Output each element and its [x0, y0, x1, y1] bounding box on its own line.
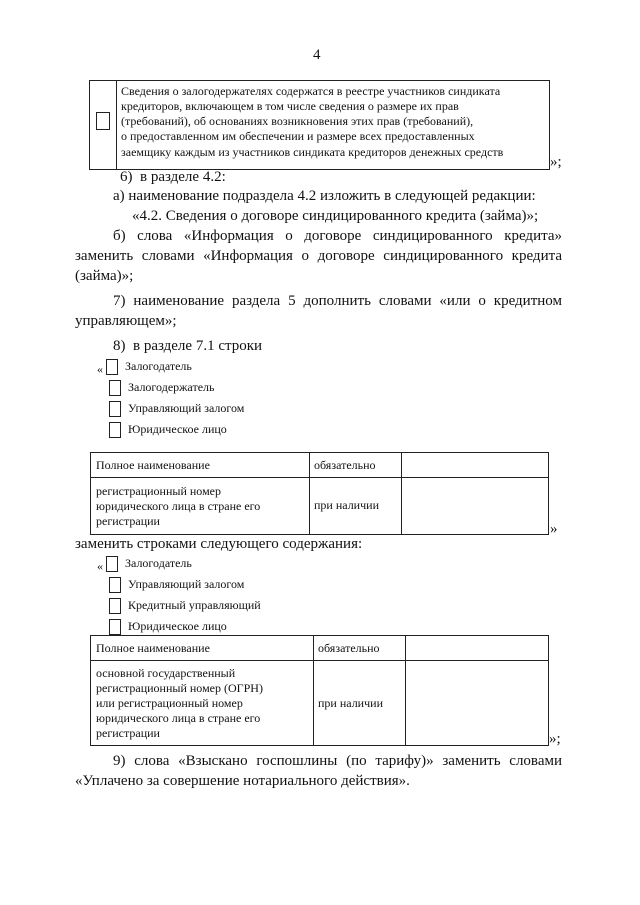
table-cell: основной государственный регистрационный номер (ОГРН) или регистрационный номер юридического лица в стране его регистрации	[96, 666, 263, 740]
item-6a: а) наименование подраздела 4.2 изложить в следующей редакции:	[113, 188, 536, 204]
top-box-line: о предоставленном им обеспечении и размере всех предоставленных	[121, 129, 475, 143]
open-quote: «	[97, 559, 103, 573]
table-cell: при наличии	[314, 498, 379, 512]
page-number: 4	[313, 47, 321, 63]
table-cell: регистрационный номер юридического лица в стране его регистрации	[96, 484, 261, 528]
item-9-line: 9) слова «Взыскано госпошлины (по тарифу)» заменить словами	[113, 753, 562, 769]
table-col-divider	[313, 635, 314, 745]
item-6: 6) в разделе 4.2:	[120, 169, 226, 185]
checkbox[interactable]	[109, 598, 121, 614]
checkbox-label: Юридическое лицо	[128, 619, 227, 633]
checkbox[interactable]	[109, 577, 121, 593]
item-9-line: «Уплачено за совершение нотариального действия».	[75, 773, 410, 789]
table-col-divider	[309, 452, 310, 534]
item-6a-quote: «4.2. Сведения о договоре синдицированного кредита (займа)»;	[132, 208, 539, 224]
closing-quote: »;	[549, 731, 561, 747]
checkbox-label: Управляющий залогом	[128, 577, 245, 591]
item-6b-line: б) слова «Информация о договоре синдицированного кредита»	[113, 228, 562, 244]
item-7-line: управляющем»;	[75, 313, 177, 329]
checkbox[interactable]	[109, 619, 121, 635]
table-col-divider	[405, 635, 406, 745]
closing-quote: »	[550, 521, 558, 537]
checkbox[interactable]	[109, 380, 121, 396]
checkbox-label: Залогодержатель	[128, 380, 215, 394]
checkbox[interactable]	[96, 112, 110, 130]
table-cell: обязательно	[314, 458, 376, 472]
item-6b-line: (займа)»;	[75, 268, 134, 284]
top-box-line: (требований), об основаниях возникновения этих прав (требований),	[121, 114, 474, 128]
table-col-divider	[401, 452, 402, 534]
checkbox-label: Управляющий залогом	[128, 401, 245, 415]
table-row-divider	[90, 477, 548, 478]
table-cell: обязательно	[318, 641, 380, 655]
item-8: 8) в разделе 7.1 строки	[113, 338, 263, 354]
checkbox[interactable]	[109, 401, 121, 417]
top-box-line: Сведения о залогодержателях содержатся в реестре участников синдиката	[121, 84, 501, 98]
item-7-line: 7) наименование раздела 5 дополнить словами «или о кредитном	[113, 293, 562, 309]
replace-with-text: заменить строками следующего содержания:	[75, 536, 363, 552]
checkbox-label: Юридическое лицо	[128, 422, 227, 436]
table-cell: Полное наименование	[96, 641, 210, 655]
table-cell: при наличии	[318, 696, 383, 710]
checkbox[interactable]	[106, 359, 118, 375]
table-cell: Полное наименование	[96, 458, 210, 472]
item-6b-line: заменить словами «Информация о договоре синдицированного кредита	[75, 248, 562, 264]
checkbox[interactable]	[106, 556, 118, 572]
checkbox-label: Залогодатель	[125, 359, 192, 373]
closing-quote: »;	[550, 154, 562, 170]
open-quote: «	[97, 362, 103, 376]
checkbox[interactable]	[109, 422, 121, 438]
top-box-divider	[116, 80, 117, 169]
checkbox-label: Залогодатель	[125, 556, 192, 570]
table-row-divider	[90, 660, 548, 661]
checkbox-label: Кредитный управляющий	[128, 598, 261, 612]
top-box-line: кредиторов, включающем в том числе сведения о размере их прав	[121, 99, 459, 113]
top-box-line: заемщику каждым из участников синдиката кредиторов денежных средств	[121, 145, 504, 159]
